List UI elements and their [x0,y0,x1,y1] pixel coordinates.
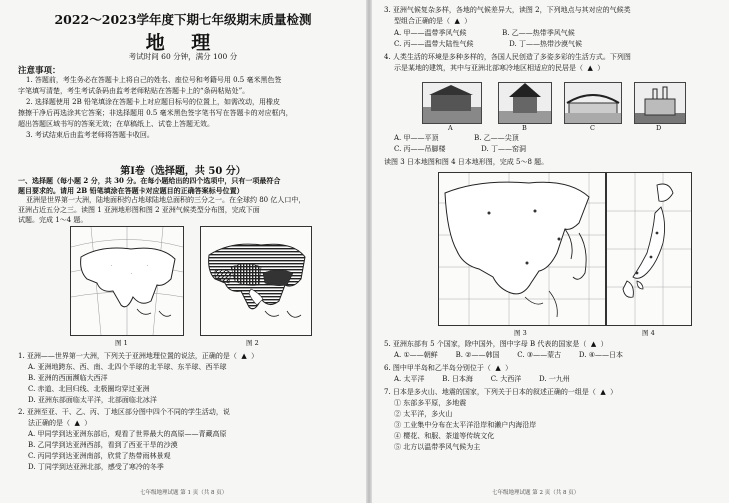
question-4: 4. 人类生活的环境是多种多样的，各国人民创造了多姿多彩的生活方式。下列图 [384,53,631,61]
map-instruction: 读图 3 日本地图和图 4 日本地形图，完成 5～8 题。 [384,158,549,166]
question-2-cont: 法正确的是（ ▲ ） [28,419,92,427]
figure-4-caption: 图 4 [642,329,655,337]
notes-header: 注意事项： [18,66,61,76]
svg-text:·: · [111,264,113,269]
svg-text:·: · [147,264,149,269]
option: C. 赤道、北回归线、北极圈均穿过亚洲 [28,385,150,393]
note-line: 1. 答题前，考生务必在答题卡上将自己的姓名、座位号和考籍号用 0.5 毫米黑色签 [26,76,282,84]
question-6: 6. 图中甲半岛和乙半岛分别位于（ ▲ ） [384,364,513,372]
section-intro: 亚洲占近五分之三。读图 1 亚洲地形图和图 2 亚洲气候类型分布图，完成下面 [18,206,260,214]
statement: ① 东部多平原，多地震 [394,399,467,407]
note-line: 超出答题区域书写的答案无效；在草稿纸上、试卷上答题无效。 [18,120,214,128]
picture-label-c: C [590,124,595,132]
section-intro: 一、选择题（每小题 2 分，共 30 分。在每小题给出的四个选项中，只有一项最符合 [18,176,281,185]
option: A. ①——朝鲜 B. ②——韩国 C. ③——蒙古 D. ④——日本 [394,351,623,359]
question-3: 3. 亚洲气候复杂多样，各地的气候差异大，读图 2，下列地点与其对应的气候类 [384,6,631,14]
figure-3-caption: 图 3 [514,329,527,337]
option: B. 亚洲的西面濒临大西洋 [28,374,108,382]
option: C. 丙——温带大陆性气候 D. 丁——热带沙漠气候 [394,40,582,48]
question-5: 5. 亚洲东部有 5 个国家，除中国外，图中字母 B 代表的国家是（ ▲ ） [384,340,608,348]
section-intro: 亚洲是世界第一大洲，陆地面积约占地球陆地总面积的三分之一。在全球约 80 亿人口中， [26,196,306,204]
question-1: 1. 亚洲——世界第一大洲，下列关于亚洲地理位置的说法，正确的是（ ▲ ） [18,352,259,360]
question-7: 7. 日本是多火山、地震的国家，下列关于日本的叙述正确的一组是（ ▲ ） [384,388,618,396]
dwelling-picture-d [634,82,686,124]
statement: ② 太平洋，多火山 [394,410,453,418]
option: B. 乙同学到达亚洲西部，看到了西亚干旱的沙漠 [28,441,178,449]
section-intro: 题目要求的。请用 2B 铅笔填涂在答题卡对应题目的正确答案标号位置） [18,186,244,195]
statement: ⑤ 北方以温带季风气候为主 [394,443,481,451]
option: A. 亚洲地跨东、西、南、北四个半球的北半球、东半球、西半球 [28,363,227,371]
question-4-cont: 示是某地的建筑，其中与亚洲北部寒冷地区相适应的民居是（ ▲ ） [394,64,605,72]
question-3-cont: 型组合正确的是（ ▲ ） [394,17,472,25]
dwelling-picture-a [422,82,482,124]
figure-4-japan-terrain-map [606,172,692,326]
page-footer: 七年级地理试题 第 2 页（共 8 页） [492,490,580,496]
svg-text:·: · [131,272,133,277]
question-2: 2. 亚洲至亚、干、乙、丙、丁地区部分图中四个不同的学生活动，说 [18,408,230,416]
exam-meta: 考试时间 60 分钟，满分 100 分 [128,52,238,61]
figure-2-asia-climate-map [200,226,312,336]
picture-label-b: B [522,124,527,132]
option: D. 亚洲东部面临太平洋，北部面临北冰洋 [28,396,157,404]
statement: ③ 工业集中分布在太平洋沿岸和濑户内海沿岸 [394,421,537,429]
picture-label-a: A [448,124,453,132]
figure-1-asia-terrain-map [70,226,184,336]
figure-1-caption: 图 1 [115,339,128,347]
figure-2-caption: 图 2 [246,339,259,347]
section-intro: 试题。完成 1～4 题。 [18,216,88,224]
note-line: 字笔填写清楚，考生考试条码由监考老师粘贴在答题卡上的“条码粘贴处”。 [18,87,250,95]
note-line: 擦擦干净后再选涂其它答案；非选择题用 0.5 毫米黑色签字笔书写在答题卡的对应框内， [18,109,293,117]
page-footer: 七年级地理试题 第 1 页（共 8 页） [140,490,228,496]
right-page [372,0,729,503]
option: A. 甲同学到达亚洲东部后，观看了世界最大的高原——青藏高原 [28,430,227,438]
dwelling-picture-b [498,82,552,124]
option: C. 丙——吊脚楼 D. 丁——窑洞 [394,145,526,153]
exam-title: 2022～2023学年度下期七年级期末质量检测 [54,12,312,27]
option: C. 丙同学到达亚洲南部，欣赏了热带雨林景观 [28,452,171,460]
option: D. 丁同学到达亚洲北部，感受了寒冷的冬季 [28,463,164,471]
option: A. 甲——温带季风气候 B. 乙——热带季风气候 [394,29,575,37]
subject-title: 地 理 [145,32,221,54]
statement: ④ 樱花、和服、茶道等传统文化 [394,432,495,440]
note-line: 2. 选择题使用 2B 铅笔填涂在答题卡上对应题目标号的位置上，如需改动，用橡皮 [26,98,280,106]
dwelling-picture-c [564,82,622,124]
figure-3-east-asia-map [438,172,606,326]
section-title: 第Ⅰ卷（选择题，共 50 分） [120,166,246,177]
option: A. 甲——平顶 B. 乙——尖顶 [394,134,519,142]
note-line: 3. 考试结束后由监考老师将答题卡收回。 [26,131,154,139]
picture-label-d: D [656,124,662,132]
option: A. 太平洋 B. 日本海 C. 大西洋 D. 一九州 [394,375,570,383]
